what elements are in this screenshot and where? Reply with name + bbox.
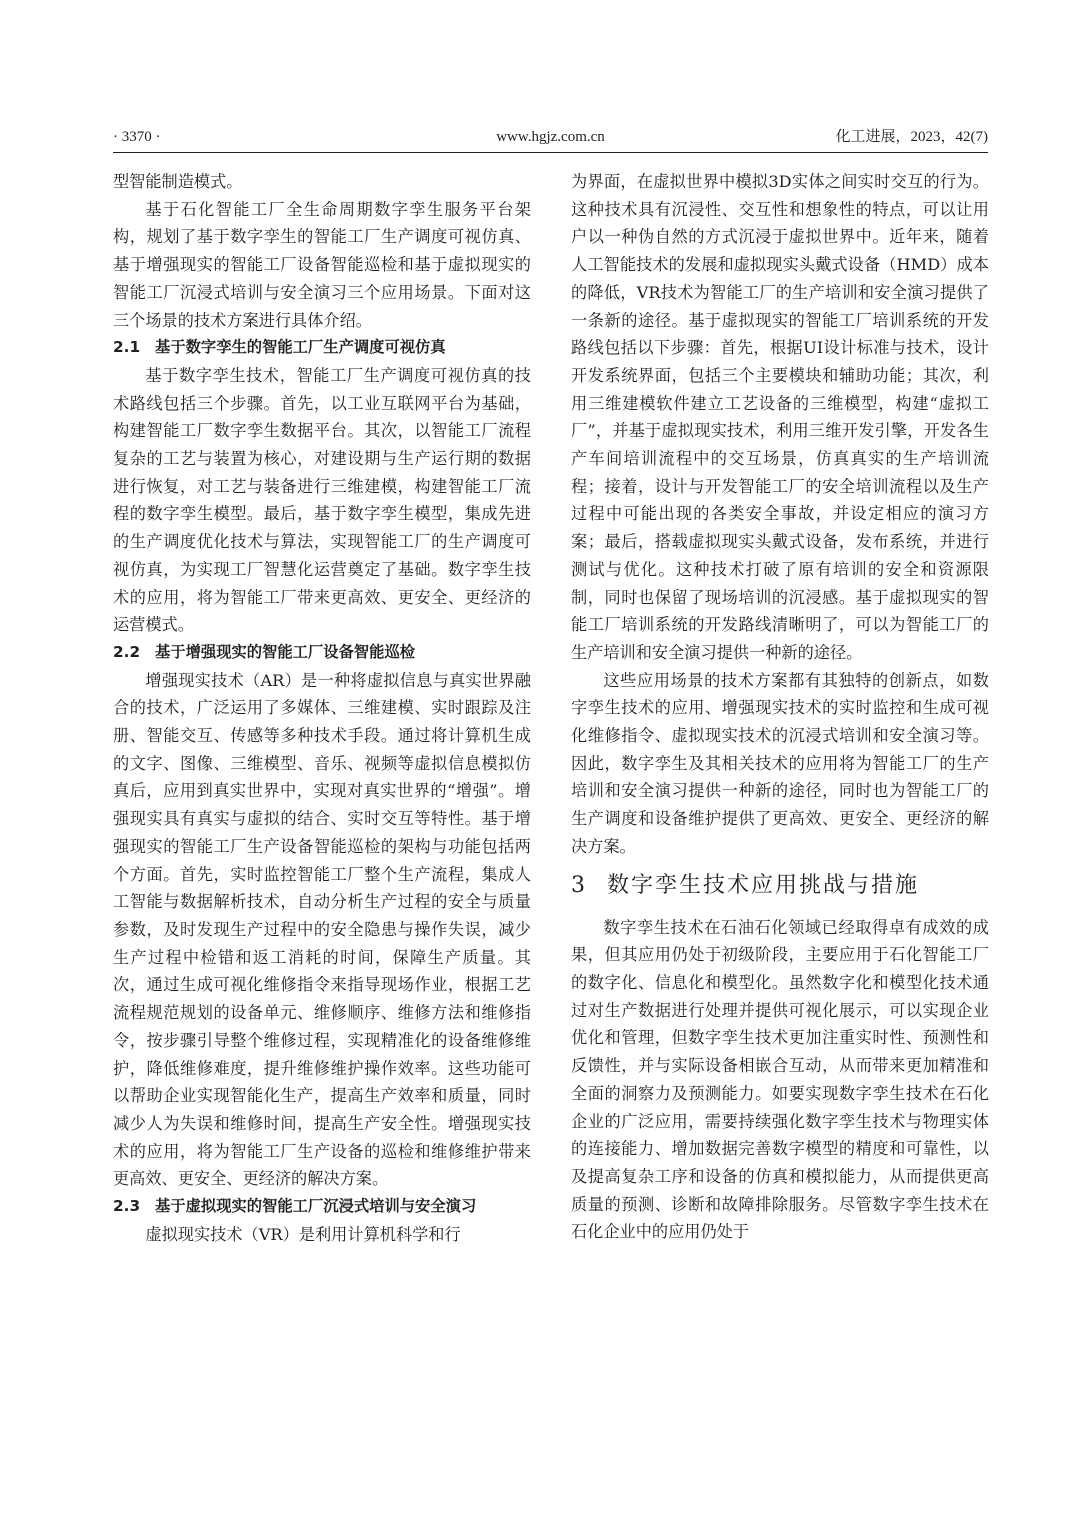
section-title: 数字孪生技术应用挑战与措施 xyxy=(607,872,920,898)
section-heading-2-1 xyxy=(113,334,531,362)
right-column xyxy=(571,168,989,1246)
website-url[interactable]: www.hgjz.com.cn xyxy=(496,129,605,145)
paragraph: 为界面，在虚拟世界中模拟3D实体之间实时交互的行为。这种技术具有沉浸性、交互性和想象性的特点，可以让用户以一种伪自然的方式沉浸于虚拟世界中。近年来，随着人工智能技术的发展和虚拟现实头戴式设备（HMD）成本的降低，VR技术为智能工厂的生产培训和安全演习提供了一条新的途径。基于虚拟现实的智能工厂培训系统的开发路线包括以下步骤：首先，根据UI设计标准与技术，设计开发系统界面，包括三个主要模块和辅助功能；其次，利用三维建模软件建立工艺设备的三维模型，构建“虚拟工厂”，并基于虚拟现实技术，利用三维开发引擎，开发各生产车间培训流程中的交互场景，仿真真实的生产培训流程；接着，设计与开发智能工厂的安全培训流程以及生产过程中可能出现的各类安全事故，并设定相应的演习方案；最后，搭载虚拟现实头戴式设备，发布系统，并进行测试与优化。这种技术打破了原有培训的安全和资源限制，同时也保留了现场培训的沉浸感。基于虚拟现实的智能工厂培训系统的开发路线清晰明了，可以为智能工厂的生产培训和安全演习提供一种新的途径。 xyxy=(571,172,989,662)
paragraph: 基于数字孪生技术，智能工厂生产调度可视仿真的技术路线包括三个步骤。首先，以工业互联网平台为基础，构建智能工厂数字孪生数据平台。其次，以智能工厂流程复杂的工艺与装置为核心，对建设期与生产运行期的数据进行恢复，对工艺与装备进行三维建模，构建智能工厂流程的数字孪生模型。最后，基于数字孪生模型，集成先进的生产调度优化技术与算法，实现智能工厂的生产调度可视仿真，为实现工厂智慧化运营奠定了基础。数字孪生技术的应用，将为智能工厂带来更高效、更安全、更经济的运营模式。 xyxy=(113,365,531,635)
header-rule xyxy=(113,152,988,153)
page-header xyxy=(113,124,988,150)
paragraph: 虚拟现实技术（VR）是利用计算机科学和行 xyxy=(145,1224,461,1244)
page-number: · 3370 · xyxy=(113,129,161,145)
section-heading-3 xyxy=(571,871,989,901)
section-number: 2.3 xyxy=(113,1197,141,1216)
section-number: 3 xyxy=(571,872,585,898)
section-title: 基于增强现实的智能工厂设备智能巡检 xyxy=(155,642,416,661)
section-heading-2-3 xyxy=(113,1193,531,1221)
section-title: 基于数字孪生的智能工厂生产调度可视仿真 xyxy=(155,338,446,357)
section-number: 2.1 xyxy=(113,338,141,357)
paragraph: 型智能制造模式。 xyxy=(113,172,243,191)
section-title: 基于虚拟现实的智能工厂沉浸式培训与安全演习 xyxy=(155,1197,477,1216)
journal-citation: 化工进展，2023，42(7) xyxy=(835,129,988,145)
section-number: 2.2 xyxy=(113,642,141,661)
left-column xyxy=(113,168,531,1248)
paragraph: 数字孪生技术在石油石化领域已经取得卓有成效的成果，但其应用仍处于初级阶段，主要应用于石化智能工厂的数字化、信息化和模型化。虽然数字化和模型化技术通过对生产数据进行处理并提供可视化展示，可以实现企业优化和管理，但数字孪生技术更加注重实时性、预测性和反馈性，并与实际设备相嵌合互动，从而带来更加精准和全面的洞察力及预测能力。如要实现数字孪生技术在石化企业的广泛应用，需要持续强化数字孪生技术与物理实体的连接能力、增加数据完善数字模型的精度和可靠性，以及提高复杂工序和设备的仿真和模拟能力，从而提供更高质量的预测、诊断和故障排除服务。尽管数字孪生技术在石化企业中的应用仍处于 xyxy=(571,917,989,1242)
paragraph: 基于石化智能工厂全生命周期数字孪生服务平台架构，规划了基于数字孪生的智能工厂生产调度可视仿真、基于增强现实的智能工厂设备智能巡检和基于虚拟现实的智能工厂沉浸式培训与安全演习三个应用场景。下面对这三个场景的技术方案进行具体介绍。 xyxy=(113,199,531,330)
paragraph: 增强现实技术（AR）是一种将虚拟信息与真实世界融合的技术，广泛运用了多媒体、三维建模、实时跟踪及注册、智能交互、传感等多种技术手段。通过将计算机生成的文字、图像、三维模型、音乐、视频等虚拟信息模拟仿真后，应用到真实世界中，实现对真实世界的“增强”。增强现实具有真实与虚拟的结合、实时交互等特性。基于增强现实的智能工厂生产设备智能巡检的架构与功能包括两个方面。首先，实时监控智能工厂整个生产流程，集成人工智能与数据解析技术，自动分析生产过程的安全与质量参数，及时发现生产过程中的安全隐患与操作失误，减少生产过程中检错和返工消耗的时间，保障生产质量。其次，通过生成可视化维修指令来指导现场作业，根据工艺流程规范规划的设备单元、维修顺序、维修方法和维修指令，按步骤引导整个维修过程，实现精准化的设备维修维护，降低维修难度，提升维修维护操作效率。这些功能可以帮助企业实现智能化生产，提高生产效率和质量，同时减少人为失误和维修时间，提高生产安全性。增强现实技术的应用，将为智能工厂生产设备的巡检和维修维护带来更高效、更安全、更经济的解决方案。 xyxy=(113,670,531,1189)
paragraph: 这些应用场景的技术方案都有其独特的创新点，如数字孪生技术的应用、增强现实技术的实时监控和生成可视化维修指令、虚拟现实技术的沉浸式培训和安全演习等。因此，数字孪生及其相关技术的应用将为智能工厂的生产培训和安全演习提供一种新的途径，同时也为智能工厂的生产调度和设备维护提供了更高效、更安全、更经济的解决方案。 xyxy=(571,670,989,856)
section-heading-2-2 xyxy=(113,639,531,667)
